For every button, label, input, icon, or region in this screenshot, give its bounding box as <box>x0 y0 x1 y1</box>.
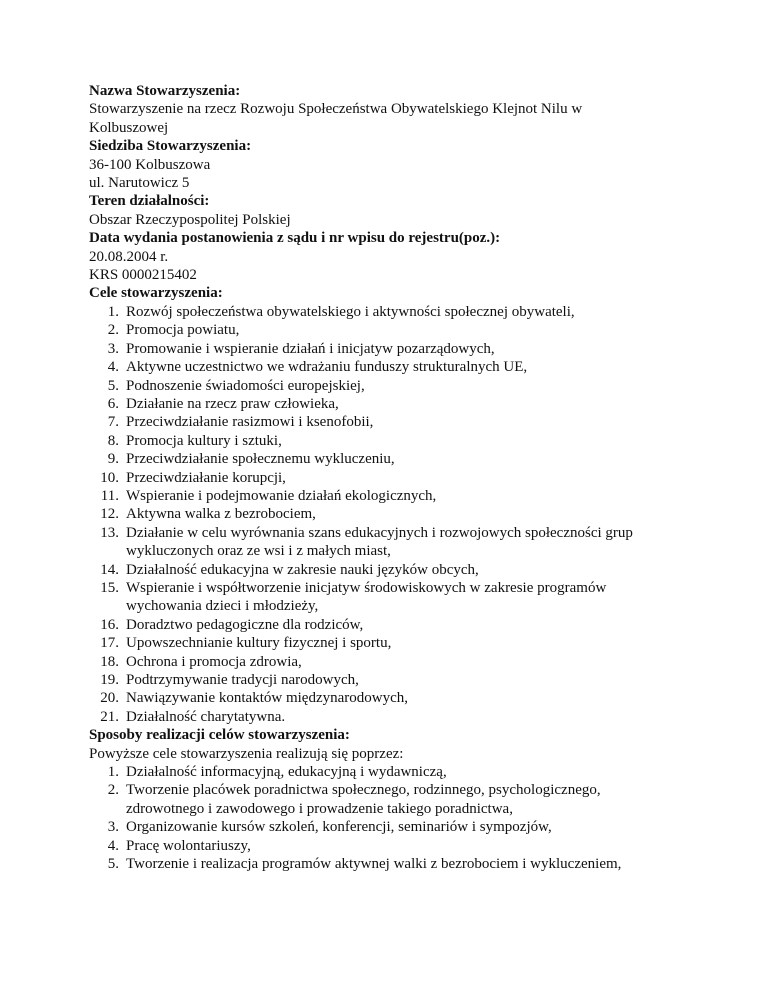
list-item <box>89 708 689 726</box>
list-item-text: Działalność informacyjną, edukacyjną i wydawniczą, <box>126 764 447 781</box>
heading-area-of-activity: Teren działalności: <box>89 193 210 210</box>
list-item-text: Aktywna walka z bezrobociem, <box>126 506 316 523</box>
list-item-text: Przeciwdziałanie społecznemu wykluczeniu, <box>126 451 395 468</box>
list-item-number: 15. <box>100 579 119 596</box>
heading-association-name: Nazwa Stowarzyszenia: <box>89 83 241 99</box>
list-item <box>89 395 689 413</box>
list-item-text: Działalność edukacyjna w zakresie nauki języków obcych, <box>126 561 479 578</box>
list-item <box>89 432 689 450</box>
list-item-text: Pracę wolontariuszy, <box>126 837 251 854</box>
list-item-text: Promocja kultury i sztuki, <box>126 432 282 449</box>
list-item-number: 6. <box>107 395 119 412</box>
list-item-text: Upowszechnianie kultury fizycznej i sportu, <box>126 635 392 652</box>
list-item-text: Wspieranie i współtworzenie inicjatyw środowiskowych w zakresie programów wychowania dzieci i młodzieży, <box>126 579 607 615</box>
list-item <box>89 689 689 707</box>
list-item-number: 11. <box>100 487 119 504</box>
list-item <box>89 818 689 836</box>
list-item <box>89 671 689 689</box>
list-item-number: 1. <box>107 764 119 781</box>
list-item <box>89 358 689 376</box>
heading-goals: Cele stowarzyszenia: <box>89 285 223 302</box>
list-item-text: Promowanie i wspieranie działań i inicjatyw pozarządowych, <box>126 340 495 357</box>
list-item-text: Ochrona i promocja zdrowia, <box>126 653 302 670</box>
list-item-text: Organizowanie kursów szkoleń, konferencji, seminariów i sympozjów, <box>126 819 552 836</box>
list-item-text: Przeciwdziałanie rasizmowi i ksenofobii, <box>126 414 374 431</box>
list-item <box>89 763 689 781</box>
registration-date-value: 20.08.2004 r. <box>89 248 169 265</box>
list-item-number: 17. <box>100 635 119 652</box>
list-item <box>89 505 689 523</box>
list-item <box>89 340 689 358</box>
list-item <box>89 579 689 616</box>
list-item <box>89 303 689 321</box>
list-item-number: 16. <box>100 616 119 633</box>
list-item-number: 1. <box>107 303 119 320</box>
list-item <box>89 469 689 487</box>
list-item-number: 20. <box>100 690 119 707</box>
list-item <box>89 781 689 818</box>
list-item <box>89 561 689 579</box>
list-item <box>89 653 689 671</box>
list-item-number: 8. <box>107 432 119 449</box>
association-name-value: Stowarzyszenie na rzecz Rozwoju Społeczeństwa Obywatelskiego Klejnot Nilu w Kolbuszowej <box>89 101 583 136</box>
list-item-number: 2. <box>107 322 119 339</box>
list-item-number: 3. <box>107 340 119 357</box>
list-item-text: Działanie w celu wyrównania szans edukacyjnych i rozwojowych społeczności grup wykluczonych oraz ze wsi i z małych miast, <box>126 524 633 560</box>
list-item-number: 18. <box>100 653 119 670</box>
list-item-text: Rozwój społeczeństwa obywatelskiego i aktywności społecznej obywateli, <box>126 303 575 320</box>
list-item-number: 4. <box>107 359 119 376</box>
list-item-text: Podnoszenie świadomości europejskiej, <box>126 377 365 394</box>
list-item-text: Działanie na rzecz praw człowieka, <box>126 395 339 412</box>
methods-list <box>89 763 689 873</box>
list-item <box>89 487 689 505</box>
list-item-number: 13. <box>100 524 119 541</box>
list-item-text: Promocja powiatu, <box>126 322 240 339</box>
list-item <box>89 413 689 431</box>
document-page <box>89 82 689 873</box>
list-item-text: Doradztwo pedagogiczne dla rodziców, <box>126 616 364 633</box>
goals-list <box>89 303 689 726</box>
list-item-number: 5. <box>107 856 119 873</box>
list-item-number: 9. <box>107 451 119 468</box>
list-item-text: Wspieranie i podejmowanie działań ekologicznych, <box>126 487 437 504</box>
list-item-number: 2. <box>107 782 119 799</box>
list-item <box>89 616 689 634</box>
list-item-number: 4. <box>107 837 119 854</box>
list-item-number: 10. <box>100 469 119 486</box>
list-item <box>89 321 689 339</box>
list-item <box>89 377 689 395</box>
list-item-text: Tworzenie placówek poradnictwa społecznego, rodzinnego, psychologicznego, zdrowotnego i zawodowego i prowadzenie takiego poradnictwa, <box>126 782 601 817</box>
area-of-activity-value: Obszar Rzeczypospolitej Polskiej <box>89 211 291 228</box>
list-item <box>89 855 689 873</box>
list-item-number: 14. <box>100 561 119 578</box>
list-item-text: Tworzenie i realizacja programów aktywnej walki z bezrobociem i wykluczeniem, <box>126 856 622 873</box>
list-item-text: Przeciwdziałanie korupcji, <box>126 469 286 486</box>
list-item-text: Nawiązywanie kontaktów międzynarodowych, <box>126 690 408 707</box>
list-item-number: 21. <box>100 708 119 725</box>
headquarters-street: ul. Narutowicz 5 <box>89 175 190 192</box>
list-item-text: Aktywne uczestnictwo we wdrażaniu funduszy strukturalnych UE, <box>126 359 528 376</box>
list-item-number: 12. <box>100 506 119 523</box>
methods-intro: Powyższe cele stowarzyszenia realizują się poprzez: <box>89 745 404 762</box>
list-item-number: 7. <box>107 414 119 431</box>
list-item-number: 5. <box>107 377 119 394</box>
list-item-text: Podtrzymywanie tradycji narodowych, <box>126 672 359 688</box>
list-item-number: 3. <box>107 819 119 836</box>
list-item <box>89 450 689 468</box>
list-item-number: 19. <box>100 672 119 688</box>
heading-methods: Sposoby realizacji celów stowarzyszenia: <box>89 727 350 744</box>
headquarters-postal-city: 36-100 Kolbuszowa <box>89 156 211 173</box>
list-item <box>89 634 689 652</box>
heading-headquarters: Siedziba Stowarzyszenia: <box>89 138 252 155</box>
list-item-text: Działalność charytatywna. <box>126 708 286 725</box>
list-item <box>89 524 689 561</box>
heading-registration-date: Data wydania postanowienia z sądu i nr wpisu do rejestru(poz.): <box>89 230 501 247</box>
krs-number: KRS 0000215402 <box>89 267 197 284</box>
list-item <box>89 837 689 855</box>
